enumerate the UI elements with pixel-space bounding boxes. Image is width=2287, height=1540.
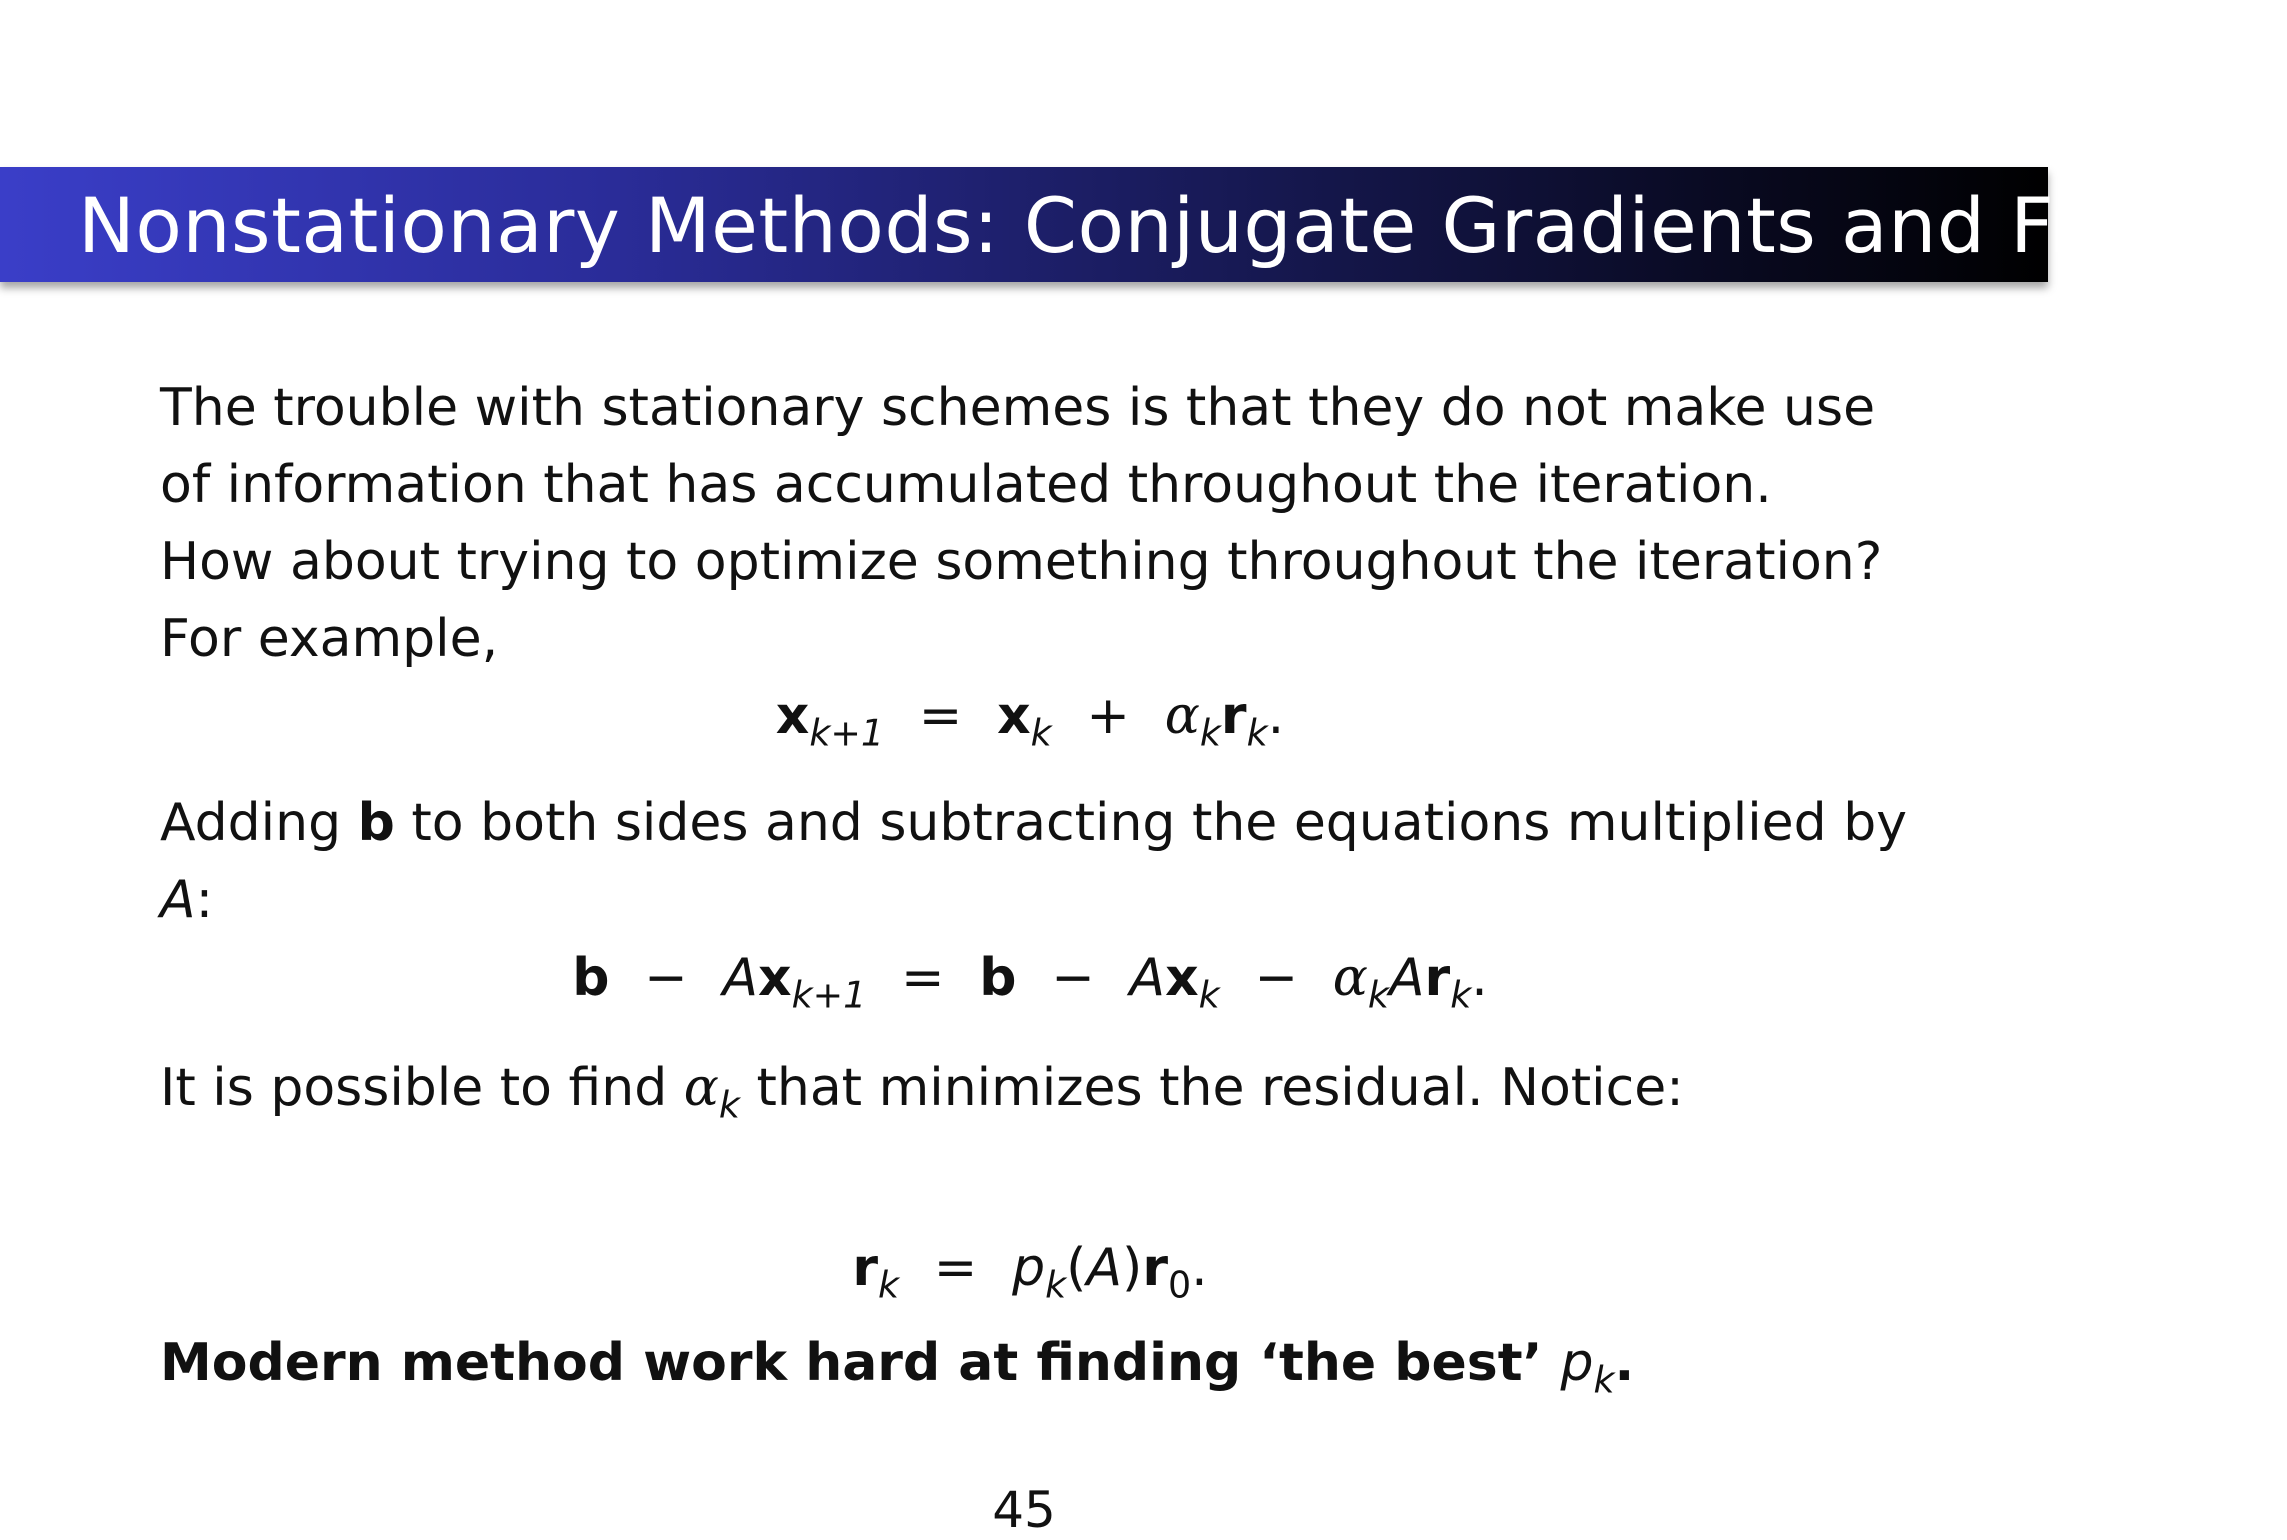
- eq3-sub-0: 0: [1167, 1263, 1192, 1307]
- eq2-end: .: [1471, 948, 1488, 1008]
- adding-colon: :: [195, 870, 214, 930]
- conclusion-p: p: [1560, 1333, 1594, 1393]
- eq2-r: r: [1424, 948, 1451, 1008]
- eq2-A-rhs: A: [1129, 948, 1166, 1008]
- adding-b: b: [357, 793, 395, 853]
- intro-line-1: The trouble with stationary schemes is that they do not make use: [160, 378, 1876, 438]
- intro-line-3: How about trying to optimize something throughout the iteration?: [160, 532, 1883, 592]
- eq3-sub-k-r: k: [877, 1263, 900, 1307]
- eq2-A-r: A: [1388, 948, 1425, 1008]
- intro-line-4: For example,: [160, 609, 499, 669]
- eq1-x-lhs: x: [775, 686, 810, 746]
- eq2-A-lhs: A: [722, 948, 759, 1008]
- eq2-b-rhs: b: [979, 948, 1017, 1008]
- eq2-minus-1: −: [644, 948, 688, 1008]
- polynomial-equation: [160, 1230, 1900, 1307]
- eq2-alpha: α: [1332, 948, 1368, 1008]
- eq3-sub-k-p: k: [1045, 1263, 1067, 1307]
- eq2-minus-3: −: [1254, 948, 1299, 1008]
- eq3-r-rhs: r: [1142, 1238, 1168, 1298]
- eq3-equals: =: [933, 1238, 978, 1298]
- conclusion-sub-k: k: [1593, 1358, 1615, 1402]
- eq2-sub-k-alpha: k: [1367, 973, 1389, 1017]
- adding-line-1: [160, 785, 1907, 862]
- update-equation: [160, 678, 1900, 755]
- conclusion-end: .: [1614, 1333, 1635, 1393]
- eq1-end: .: [1267, 686, 1285, 746]
- intro-paragraph: [160, 370, 1900, 678]
- possible-paragraph: [160, 1050, 1684, 1127]
- conclusion-paragraph: [160, 1325, 1634, 1402]
- eq1-x-rhs: x: [997, 686, 1031, 746]
- eq3-p: p: [1012, 1238, 1046, 1298]
- eq2-x-rhs: x: [1165, 948, 1199, 1008]
- adding-word: Adding: [160, 793, 358, 853]
- possible-sub-k: k: [718, 1083, 740, 1127]
- eq1-sub-k-x: k: [1030, 711, 1052, 755]
- eq3-close: ): [1122, 1238, 1143, 1298]
- residual-equation: [160, 940, 1900, 1017]
- slide-content: [160, 370, 1907, 1402]
- possible-after: that minimizes the residual. Notice:: [739, 1058, 1684, 1118]
- eq2-equals: =: [901, 948, 945, 1008]
- adding-line-2: [160, 862, 1907, 939]
- eq3-end: .: [1191, 1238, 1208, 1298]
- eq2-x-lhs: x: [758, 948, 792, 1008]
- eq1-sub-k1: k+1: [809, 711, 885, 755]
- adding-rest: to both sides and subtracting the equations multiplied by: [394, 793, 1907, 853]
- eq1-r: r: [1220, 686, 1247, 746]
- conclusion-text: Modern method work hard at finding ‘the best’: [160, 1333, 1561, 1393]
- eq3-open: (: [1066, 1238, 1087, 1298]
- eq2-minus-2: −: [1051, 948, 1095, 1008]
- title-bar: [0, 167, 2287, 282]
- eq1-sub-k-r: k: [1246, 711, 1268, 755]
- eq1-plus: +: [1086, 686, 1130, 746]
- page-number: 45: [992, 1481, 1056, 1539]
- eq1-equals: =: [918, 686, 963, 746]
- eq2-b-lhs: b: [572, 948, 610, 1008]
- eq3-A: A: [1086, 1238, 1123, 1298]
- intro-line-2: of information that has accumulated throughout the iteration.: [160, 455, 1772, 515]
- slide-title: Nonstationary Methods: Conjugate Gradients and Friends: [78, 181, 2287, 270]
- adding-paragraph: [160, 785, 1907, 939]
- eq3-r-lhs: r: [852, 1238, 878, 1298]
- eq2-sub-k-x: k: [1198, 973, 1220, 1017]
- eq1-alpha: α: [1164, 686, 1200, 746]
- possible-alpha: α: [683, 1058, 719, 1118]
- possible-before: It is possible to find: [160, 1058, 684, 1118]
- eq2-sub-k-r: k: [1450, 973, 1472, 1017]
- adding-A: A: [160, 870, 196, 930]
- eq1-sub-k-alpha: k: [1199, 711, 1221, 755]
- eq2-sub-k1: k+1: [791, 973, 867, 1017]
